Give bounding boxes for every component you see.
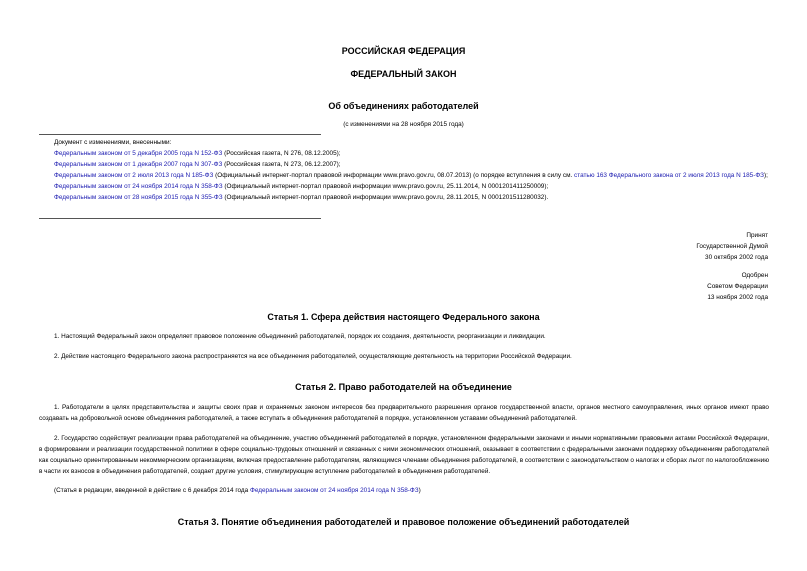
amendment-link-article[interactable]: статью 163 Федерального закона от 2 июля 2013 года N 185-ФЗ	[574, 172, 765, 179]
note-prefix: (Статья в редакции, введенной в действие с 6 декабря 2014 года	[54, 487, 250, 494]
amendment-item	[39, 181, 769, 192]
amendments-intro: Документ с изменениями, внесенными:	[54, 139, 172, 146]
approved-label: Одобрен	[741, 272, 768, 279]
article-2-para-1: 1. Работодатели в целях представительства и защиты своих прав и охраняемых законом интересов без предварительного разрешения органов государственной власти, органов местного самоуправления, иных органов имеют право создавать на добровольной основе объединения работодателей, а также вступать в объединения работодателей в порядке, установленном уставами объединений работодателей.	[39, 404, 769, 422]
note-link[interactable]: Федеральным законом от 24 ноября 2014 года N 358-ФЗ	[250, 487, 419, 494]
amendment-source: (Официальный интернет-портал правовой информации www.pravo.gov.ru, 08.07.2013) (о порядке вступления в силу см.	[213, 172, 575, 179]
country-heading: РОССИЙСКАЯ ФЕДЕРАЦИЯ	[341, 46, 466, 56]
adopted-body: Государственной Думой	[696, 243, 768, 250]
amendments-block	[39, 137, 769, 203]
article-1-para-1: 1. Настоящий Федеральный закон определяет правовое положение объединений работодателей, порядок их создания, деятельности, реорганизации и ликвидации.	[54, 333, 546, 340]
doc-type-heading: ФЕДЕРАЛЬНЫЙ ЗАКОН	[350, 69, 457, 79]
article-2-title: Статья 2. Право работодателей на объединение	[295, 382, 512, 392]
amendment-link[interactable]: Федеральным законом от 24 ноября 2014 года N 358-ФЗ	[54, 183, 223, 190]
approval-block	[560, 270, 768, 303]
amendment-link[interactable]: Федеральным законом от 2 июля 2013 года N 185-ФЗ	[54, 172, 214, 179]
amendment-source-end: );	[764, 172, 768, 179]
amendment-source: (Официальный интернет-портал правовой информации www.pravo.gov.ru, 28.11.2015, N 0001201511280032).	[222, 194, 549, 201]
amendment-item	[39, 148, 769, 159]
article-1-para-2: 2. Действие настоящего Федерального закона распространяется на все объединения работодателей, осуществляющие деятельность на территории Российской Федерации.	[54, 353, 572, 360]
amendment-item	[39, 159, 769, 170]
amendment-item	[39, 170, 769, 181]
amendment-link[interactable]: Федеральным законом от 5 декабря 2005 года N 152-ФЗ	[54, 150, 223, 157]
law-title: Об объединениях работодателей	[328, 101, 479, 111]
adoption-block	[560, 230, 768, 263]
amendment-source: (Российская газета, N 276, 08.12.2005);	[222, 150, 341, 157]
article-2-para-2: 2. Государство содействует реализации права работодателей на объединение, участию объединений работодателей в порядке, установленном федеральными законами и иными нормативными правовыми актами Российской Федерации, в формировании и реализации государственной политики в сфере социально-трудовых отношений и связанных с ними экономических отношений, оказывает в соответствии с федеральными законами поддержку объединениям работодателей как социально ориентированным некоммерческим организациям, включая предоставление работодателям, являющимся членами объединения работодателей, в соответствии с законодательством о налогах и сборах льгот по налогообложению в части их взносов в объединения работодателей, создает другие условия, стимулирующие вступление работодателей в объединения работодателей.	[39, 435, 769, 475]
adopted-label: Принят	[746, 232, 768, 239]
amendment-link[interactable]: Федеральным законом от 1 декабря 2007 года N 307-ФЗ	[54, 161, 223, 168]
note-suffix: )	[418, 487, 421, 494]
article-1-title: Статья 1. Сфера действия настоящего Федерального закона	[267, 312, 540, 322]
amendment-source: (Официальный интернет-портал правовой информации www.pravo.gov.ru, 25.11.2014, N 0001201411250009);	[222, 183, 549, 190]
article-2-note	[54, 485, 769, 496]
divider-bottom	[39, 218, 321, 219]
revision-subtitle: (с изменениями на 28 ноября 2015 года)	[343, 121, 464, 128]
divider-top	[39, 134, 321, 135]
approved-date: 13 ноября 2002 года	[707, 294, 768, 301]
approved-body: Советом Федерации	[707, 283, 768, 290]
article-3-title: Статья 3. Понятие объединения работодателей и правовое положение объединений работодателей	[177, 517, 630, 527]
amendment-item	[39, 192, 769, 203]
amendment-source: (Российская газета, N 273, 06.12.2007);	[222, 161, 341, 168]
amendment-link[interactable]: Федеральным законом от 28 ноября 2015 года N 355-ФЗ	[54, 194, 223, 201]
adopted-date: 30 октября 2002 года	[705, 254, 768, 261]
